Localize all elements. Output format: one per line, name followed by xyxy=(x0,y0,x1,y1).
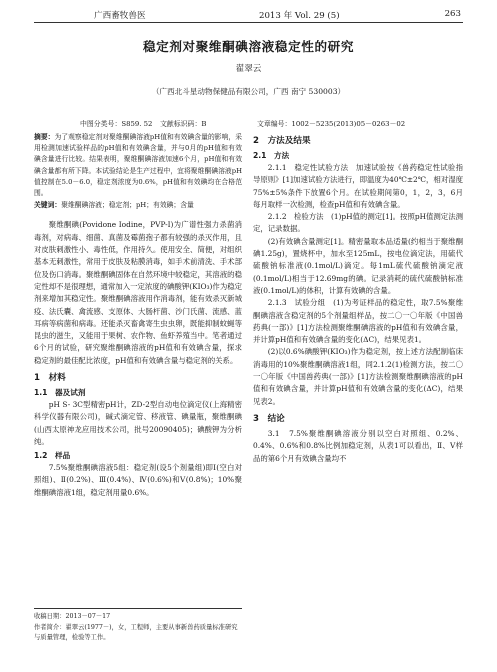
section-2-1-2-text-b: (2)有效碘含量测定[1]。精密量取本品适量(约相当于聚维酮碘1.25g)，置烧杯中，加水至125mL，按电位滴定法，用硫代硫酸钠标准液(0.1mol/L)滴定。每1mL硫代硫酸钠滴定液(0.1mol/L)相当于12.69mg的碘。记录消耗的硫代硫酸钠标准液(0.1mol/L)的体积，计算有效碘的含量。 xyxy=(253,236,463,295)
abstract xyxy=(34,132,242,199)
article-number: 文章编号：1002－5235(2013)05－0263－02 xyxy=(257,120,406,128)
article-title: 稳定剂对聚维酮碘溶液稳定性的研究 xyxy=(142,39,355,54)
section-2-1-3-text-b: (2)以0.6%碘酸钾(KIO₃)作为稳定剂，按上述方法配制临床消毒用的10%聚维酮碘溶液1组，同2.1.2(1)检测方法，按二〇一〇年版《中国兽药典(一部)》[1]方法检测聚维酮碘溶液的pH值和有效碘含量，并计算pH值和有效碘含量的变化(ΔC)，结果见表2。 xyxy=(253,347,463,406)
keywords-label: 关键词： xyxy=(34,201,62,210)
left-column xyxy=(34,132,242,499)
section-3-1-text: 3.1 7.5%聚维酮碘溶液分别以空白对照组、0.2%、0.4%、0.6%和0.8%比例加稳定剂，从表1可以看出，Ⅱ、Ⅴ样品的第6个月有效碘含量均不 xyxy=(253,428,463,463)
received-date: 收稿日期：2013－07－17 xyxy=(34,613,111,620)
author-bio: 作者简介：翟翠云(1977－)，女，工程师，主要从事新兽药质量标准研究与质量管理，检验等工作。 xyxy=(34,623,238,642)
author-name: 翟翠云 xyxy=(235,64,262,74)
affiliation: （广西北斗星动物保健品有限公司，广西 南宁 530003） xyxy=(151,87,346,96)
section-2-heading: 2 方法及结果 xyxy=(253,136,311,146)
section-1-heading: 1 材料 xyxy=(34,372,66,383)
right-column xyxy=(253,132,463,465)
section-1-1-text: pH S- 3C型精密pH计，ZD-2型自动电位滴定仪(上海精密科学仪器有限公司)，碱式滴定管、移液管、碘量瓶，聚维酮碘(山西太原神龙应用技术公司，批号20090405)；碘酸钾为分析纯。 xyxy=(34,399,242,446)
footnote xyxy=(34,608,242,644)
keywords xyxy=(34,200,242,211)
section-3-heading: 3 结论 xyxy=(253,413,285,424)
section-2-1-1-text: 2.1.1 稳定性试验方法 加速试验按《兽药稳定性试验指导原则》[1]加速试验方法进行，即温度为40℃±2℃，相对湿度75%±5%条件下放置6个月。在试验期间第0，1，2，3，6月每月取样一次检测，检查pH值和有效碘含量。 xyxy=(253,163,463,209)
section-1-1-heading: 1.1 器及试剂 xyxy=(34,387,86,397)
section-2-1-3-text: 2.1.3 试验分组 (1)为考证样品的稳定性，取7.5%聚维酮碘溶液含稳定剂的5个剂量组样品，按二〇一〇年版《中国兽药典(一部)》[1]方法检测聚维酮碘溶液的pH值和有效碘含量，并计算pH值和有效碘含量的变化(ΔC)，结果见表1。 xyxy=(253,298,463,345)
introduction-paragraph: 聚维酮碘(Povidone Iodine，PVP-I)为广谱性强力杀菌消毒剂，对病毒、细菌、真菌及霉菌孢子都有较强的杀灭作用，且对皮肤刺激性小、毒性低，作用持久。使用安全、简便，对组织基本无刺激性，常用于皮肤及粘膜消毒，如手术前清洗、手术部位及伤口消毒。聚维酮碘固体在自然环境中较稳定，其溶液的稳定性却不是很理想，通常加入一定浓度的碘酸钾(KIO₃)作为稳定剂来增加其稳定性。聚维酮碘溶液用作消毒剂，能有效杀灭新城疫、法氏囊、禽流感、支原体、大肠杆菌、沙门氏菌、流感、蓝耳病等病菌和病毒。还能杀灭畜禽寄生虫虫卵，既能抑制蚊蝇等昆虫的滋生，又能用于果树、农作物、鱼虾养殖当中。笔者通过6个月的试验，研究聚维酮碘溶液的pH值和有效碘含量，探求稳定剂的最佳配比浓度，pH值和有效碘含量与稳定剂的关系。 xyxy=(34,220,242,365)
running-head xyxy=(34,8,463,23)
section-1-2-text: 7.5%聚维酮碘溶液5组：稳定剂(设5个剂量组)即Ⅰ(空白对照组)、Ⅱ(0.2%)、Ⅲ(0.4%)、Ⅳ(0.6%)和Ⅴ(0.8%)；10%聚维酮碘溶液1组，稳定剂用量0.6%。 xyxy=(34,463,242,497)
abstract-text: 为了观察稳定剂对聚维酮碘溶液pH值和有效碘含量的影响，采用检测加速试验样品的pH值和有效碘含量，并与0月的pH值和有效碘含量进行比较。结果表明，聚维酮碘溶液加速6个月，pH值和有效碘含量都有所下降。本试验结论是生产过程中，宜将聚维酮碘溶液pH值控制在5.0－6.0，稳定剂浓度为0.6%，pH值和有效碘均在合格范围。 xyxy=(34,133,243,198)
journal-name: 广西畜牧兽医 xyxy=(94,11,146,21)
section-2-1-heading: 2.1 方法 xyxy=(253,151,290,160)
section-2-1-2-text: 2.1.2 检验方法 (1)pH值的测定[1]。按照pH值测定法测定，记录数据。 xyxy=(253,212,463,234)
clc-number: 中图分类号：S859. 52 xyxy=(80,120,153,128)
document-code: 文献标识码：B xyxy=(160,120,207,128)
issue-info: 2013 年 Vol. 29 (5) xyxy=(259,11,340,21)
abstract-label: 摘要： xyxy=(34,133,55,141)
keywords-text: 聚维酮碘溶液；稳定剂；pH；有效碘；含量 xyxy=(61,201,194,210)
page-number: 263 xyxy=(444,9,461,19)
section-1-2-heading: 1.2 样品 xyxy=(34,451,71,461)
